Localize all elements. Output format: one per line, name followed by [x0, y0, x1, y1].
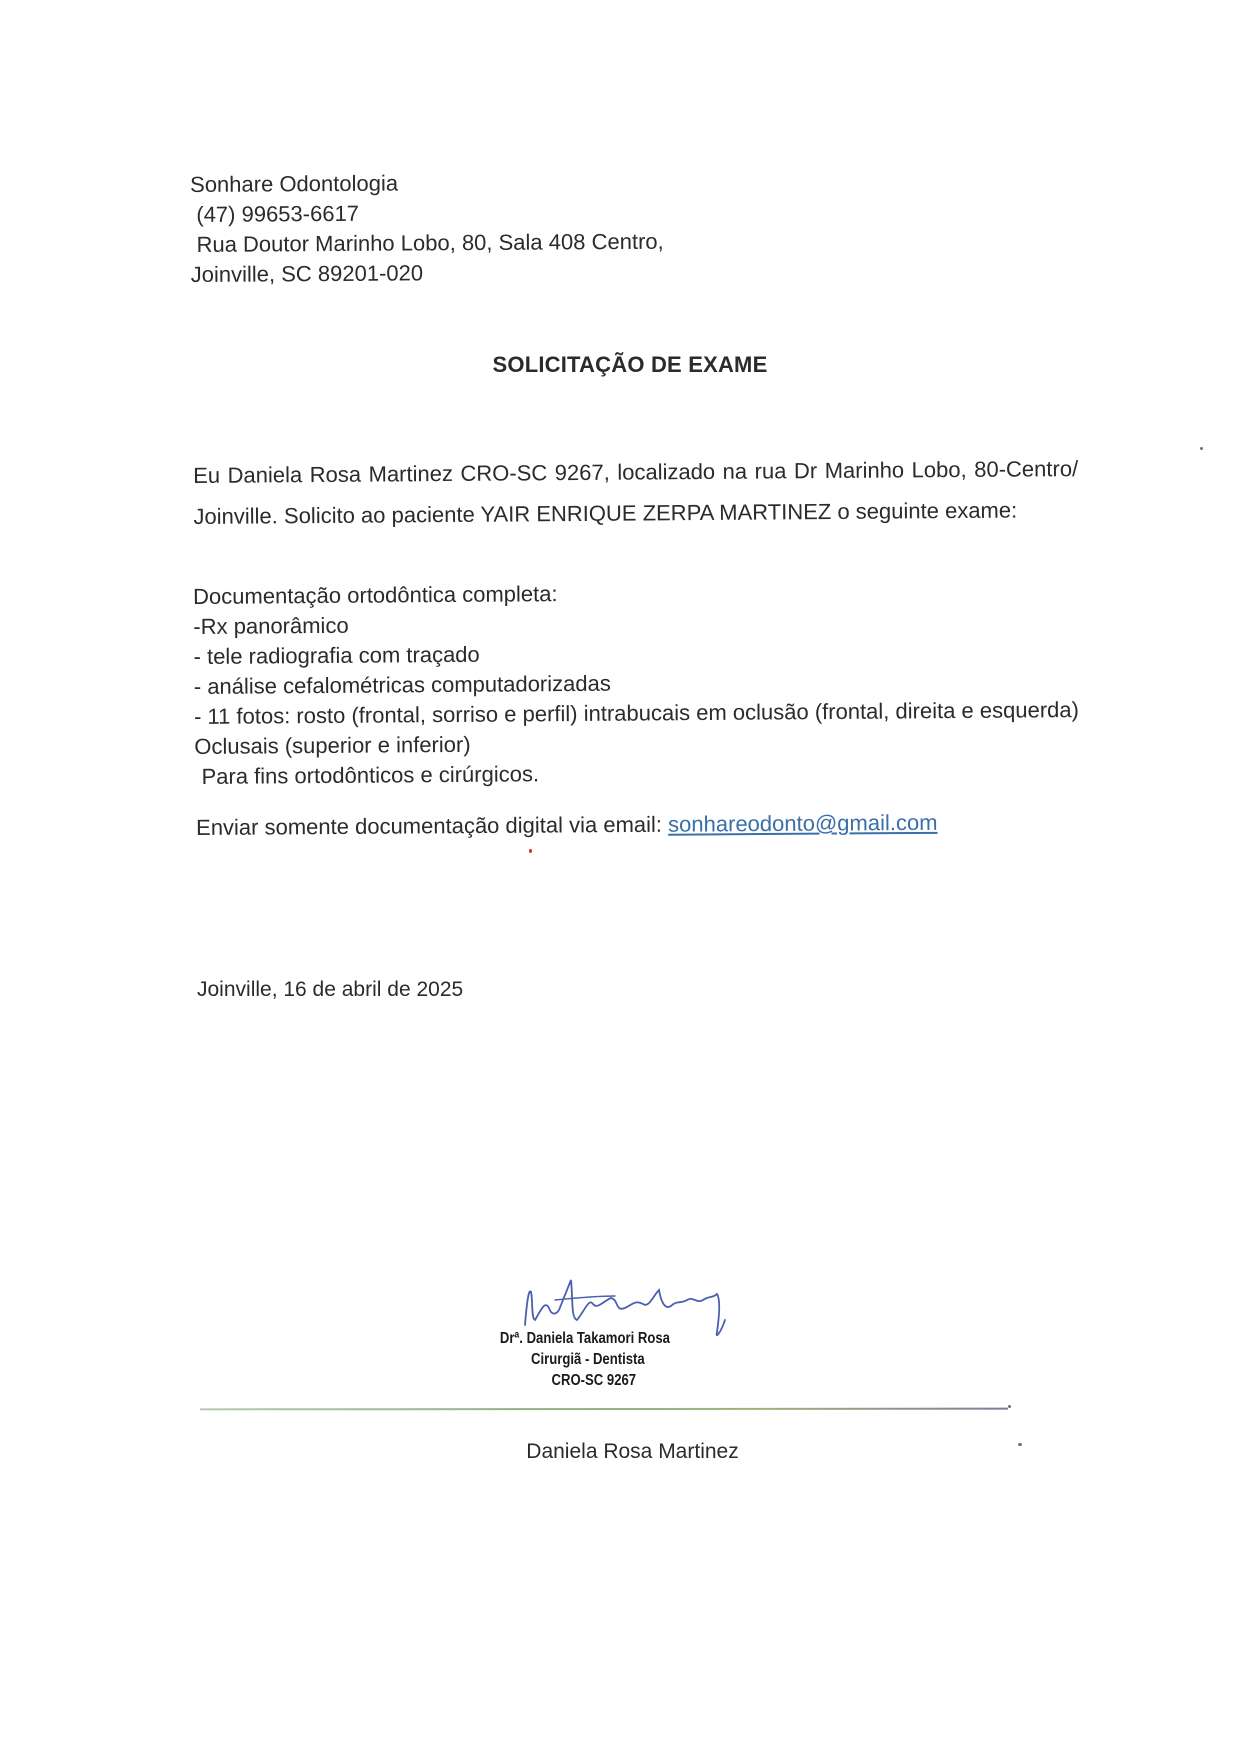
exam-list-item: - 11 fotos: rosto (frontal, sorriso e perfil) intrabucais em oclusão (frontal, direita e esquerda) Oclusais (superior e inferior) [193, 697, 1080, 759]
stamp-line-title: Cirurgiã - Dentista [531, 1351, 645, 1368]
document-title: SOLICITAÇÃO DE EXAME [492, 352, 768, 377]
stamp-line-name: Drª. Daniela Takamori Rosa [499, 1330, 670, 1347]
scan-speck [1200, 447, 1203, 450]
exam-list [193, 575, 1095, 792]
scan-speck [529, 849, 532, 853]
scan-speck [1008, 1405, 1011, 1408]
delivery-instruction: Enviar somente documentação digital via email: [196, 811, 663, 840]
date-line: Joinville, 16 de abril de 2025 [197, 978, 464, 1001]
clinic-address-line2: Joinville, SC 89201-020 [190, 260, 424, 287]
clinic-address-line1: Rua Doutor Marinho Lobo, 80, Sala 408 Centro, [196, 228, 664, 257]
clinic-name: Sonhare Odontologia [190, 170, 399, 197]
signature-line [200, 1408, 1008, 1411]
exam-purpose: Para fins ortodônticos e cirúrgicos. [201, 761, 540, 789]
exam-list-item: -Rx panorâmico [193, 612, 349, 639]
exam-list-heading: Documentação ortodôntica completa: [193, 581, 558, 609]
stamp-line-registration: CRO-SC 9267 [551, 1372, 637, 1389]
exam-list-item: - análise cefalométricas computadorizadas [193, 670, 611, 699]
scan-speck [1018, 1443, 1022, 1446]
email-link[interactable]: sonhareodonto@gmail.com [668, 809, 938, 837]
request-paragraph: Eu Daniela Rosa Martinez CRO-SC 9267, localizado na rua Dr Marinho Lobo, 80-Centro/ Joinville. Solicito ao paciente YAIR ENRIQUE ZERPA MARTINEZ o seguinte exame: [193, 456, 1079, 529]
professional-stamp [490, 1328, 703, 1391]
clinic-phone: (47) 99653-6617 [196, 200, 360, 227]
delivery-instruction-line [196, 810, 938, 841]
clinic-header [190, 167, 664, 290]
exam-list-item: - tele radiografia com traçado [193, 641, 480, 669]
signer-name: Daniela Rosa Martinez [526, 1440, 739, 1463]
